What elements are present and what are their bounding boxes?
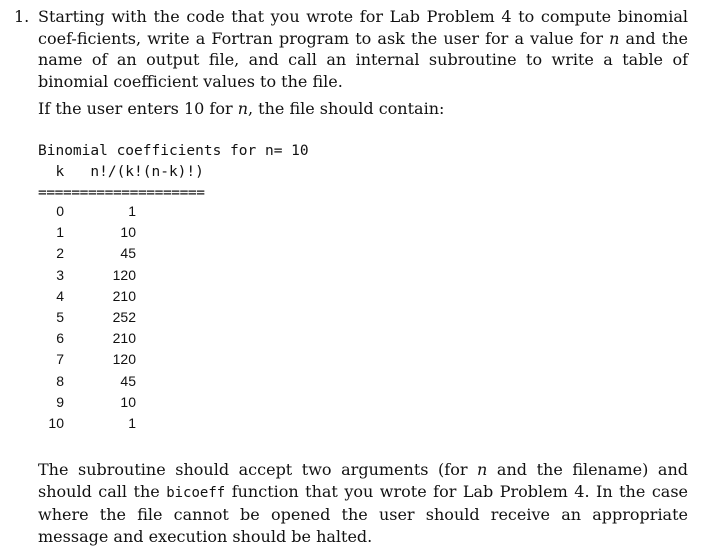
coefficient-value: 120 [112, 266, 136, 283]
k-value: 10 [48, 415, 64, 431]
k-value: 9 [56, 393, 64, 410]
requirements-text-2: and the filename) and should call the [38, 460, 688, 501]
k-value: 1 [56, 224, 64, 241]
example-intro-text-2: , the file should contain: [248, 99, 445, 118]
table-row [38, 245, 158, 266]
problem-statement [38, 6, 688, 92]
k-value: 7 [56, 351, 64, 368]
listing-column-header: k n!/(k!(n-k)!) [38, 164, 204, 180]
coefficient-value: 120 [112, 351, 136, 368]
table-row [38, 330, 158, 351]
k-value: 4 [56, 287, 64, 304]
statement-text-1: Starting with the code that you wrote for Lab Problem 4 to compute binomial coef-ficients, write a Fortran program to ask the user for a value for [38, 7, 688, 48]
k-value: 0 [56, 203, 64, 219]
variable-n: n [237, 99, 248, 118]
example-intro-text-1: If the user enters 10 for [38, 99, 238, 118]
function-name-code: bicoeff [166, 484, 226, 501]
coefficient-value: 10 [120, 224, 136, 241]
k-value: 5 [56, 309, 64, 325]
coefficient-value: 252 [112, 309, 136, 325]
k-value: 6 [56, 330, 64, 347]
requirements-text-1: The subroutine should accept two arguments (for [38, 460, 478, 479]
requirements-text-3: function that you wrote for Lab Problem 4. In the case where the file cannot be opened the user should receive an appropriate message and execution should be halted. [38, 481, 688, 546]
table-row [38, 224, 158, 245]
variable-n: n [477, 460, 488, 479]
k-value: 2 [56, 245, 64, 262]
listing-rule: ==================== [38, 185, 205, 201]
table-row [38, 203, 158, 224]
variable-n: n [609, 28, 620, 48]
table-row [38, 267, 158, 288]
coefficient-value: 1 [128, 415, 136, 431]
subroutine-requirements [38, 459, 688, 547]
coefficient-value: 1 [128, 203, 136, 219]
table-row [38, 373, 158, 394]
coefficient-value: 45 [120, 372, 136, 389]
k-value: 8 [56, 372, 64, 389]
table-row [38, 394, 158, 415]
problem-number: 1. [14, 7, 30, 26]
coefficient-value: 10 [120, 393, 136, 410]
example-intro [38, 98, 688, 120]
table-row [38, 351, 158, 372]
coefficient-value: 210 [112, 330, 136, 347]
listing-title: Binomial coefficients for n= 10 [38, 143, 309, 159]
k-value: 3 [56, 266, 64, 283]
statement-text-2: and the name of an output file, and call an internal subroutine to write a table of binomial coefficient values to the file. [38, 28, 688, 91]
coefficient-value: 45 [120, 245, 136, 262]
coefficient-value: 210 [112, 287, 136, 304]
table-row [38, 309, 158, 330]
table-row [38, 288, 158, 309]
table-row [38, 415, 158, 436]
